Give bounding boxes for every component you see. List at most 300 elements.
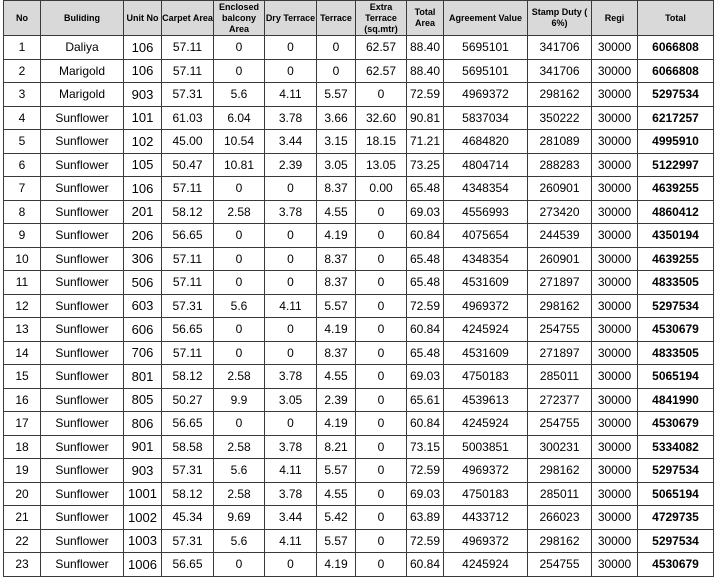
cell-terrace: 5.57 (317, 83, 356, 107)
cell-no: 16 (4, 388, 41, 412)
cell-agreement-value: 4348354 (444, 247, 528, 271)
cell-total: 4530679 (638, 318, 714, 342)
cell-enclosed-balcony-area: 10.81 (214, 153, 265, 177)
table-row (4, 553, 714, 577)
cell-stamp-duty: 341706 (528, 36, 592, 60)
cell-no: 2 (4, 59, 41, 83)
cell-total: 5334082 (638, 435, 714, 459)
table-row (4, 130, 714, 154)
cell-stamp-duty: 298162 (528, 529, 592, 553)
table-row (4, 506, 714, 530)
cell-stamp-duty: 260901 (528, 247, 592, 271)
cell-unit-no: 105 (124, 153, 162, 177)
cell-extra-terrace: 0 (356, 365, 407, 389)
cell-building: Sunflower (41, 200, 124, 224)
cell-enclosed-balcony-area: 5.6 (214, 294, 265, 318)
cell-carpet-area: 58.12 (162, 482, 214, 506)
cell-stamp-duty: 254755 (528, 318, 592, 342)
cell-extra-terrace: 13.05 (356, 153, 407, 177)
cell-dry-terrace: 4.11 (265, 83, 317, 107)
cell-carpet-area: 57.31 (162, 459, 214, 483)
header-enclosed-balcony-area: Enclosed balcony Area (214, 1, 265, 36)
cell-agreement-value: 5003851 (444, 435, 528, 459)
cell-carpet-area: 57.31 (162, 529, 214, 553)
cell-regi: 30000 (592, 247, 638, 271)
cell-total: 4350194 (638, 224, 714, 248)
table-row (4, 459, 714, 483)
cell-no: 18 (4, 435, 41, 459)
cell-total-area: 72.59 (407, 83, 444, 107)
cell-carpet-area: 57.11 (162, 36, 214, 60)
cell-no: 12 (4, 294, 41, 318)
cell-stamp-duty: 298162 (528, 294, 592, 318)
cell-agreement-value: 5695101 (444, 59, 528, 83)
cell-stamp-duty: 271897 (528, 271, 592, 295)
table-row (4, 59, 714, 83)
cell-stamp-duty: 298162 (528, 459, 592, 483)
cell-total: 4639255 (638, 247, 714, 271)
cell-no: 5 (4, 130, 41, 154)
cell-regi: 30000 (592, 529, 638, 553)
cell-terrace: 2.39 (317, 388, 356, 412)
cell-regi: 30000 (592, 482, 638, 506)
cell-no: 11 (4, 271, 41, 295)
cell-dry-terrace: 0 (265, 412, 317, 436)
cell-agreement-value: 4531609 (444, 271, 528, 295)
cell-enclosed-balcony-area: 10.54 (214, 130, 265, 154)
cell-terrace: 4.19 (317, 412, 356, 436)
cell-carpet-area: 50.47 (162, 153, 214, 177)
cell-no: 17 (4, 412, 41, 436)
cell-stamp-duty: 281089 (528, 130, 592, 154)
header-building: Buliding (41, 1, 124, 36)
cell-unit-no: 106 (124, 177, 162, 201)
cell-building: Sunflower (41, 106, 124, 130)
cell-dry-terrace: 3.44 (265, 130, 317, 154)
cell-extra-terrace: 62.57 (356, 59, 407, 83)
cell-terrace: 8.21 (317, 435, 356, 459)
cell-total-area: 72.59 (407, 459, 444, 483)
header-row (4, 1, 714, 36)
cell-building: Sunflower (41, 271, 124, 295)
cell-terrace: 5.57 (317, 459, 356, 483)
cell-dry-terrace: 3.78 (265, 435, 317, 459)
cell-extra-terrace: 0 (356, 318, 407, 342)
cell-enclosed-balcony-area: 6.04 (214, 106, 265, 130)
cell-building: Sunflower (41, 365, 124, 389)
cell-regi: 30000 (592, 318, 638, 342)
header-agreement-value: Agreement Value (444, 1, 528, 36)
cell-total: 6066808 (638, 36, 714, 60)
cell-stamp-duty: 288283 (528, 153, 592, 177)
cell-no: 1 (4, 36, 41, 60)
cell-total: 4841990 (638, 388, 714, 412)
cell-stamp-duty: 300231 (528, 435, 592, 459)
cell-no: 3 (4, 83, 41, 107)
cell-terrace: 3.15 (317, 130, 356, 154)
cell-carpet-area: 57.11 (162, 271, 214, 295)
cell-total: 5122997 (638, 153, 714, 177)
cell-regi: 30000 (592, 435, 638, 459)
cell-regi: 30000 (592, 83, 638, 107)
cell-total-area: 65.48 (407, 247, 444, 271)
cell-dry-terrace: 4.11 (265, 294, 317, 318)
cell-enclosed-balcony-area: 0 (214, 318, 265, 342)
cell-building: Daliya (41, 36, 124, 60)
cell-agreement-value: 4750183 (444, 482, 528, 506)
table-row (4, 412, 714, 436)
cell-regi: 30000 (592, 553, 638, 577)
cell-stamp-duty: 272377 (528, 388, 592, 412)
cell-regi: 30000 (592, 59, 638, 83)
cell-stamp-duty: 254755 (528, 412, 592, 436)
cell-agreement-value: 4531609 (444, 341, 528, 365)
cell-no: 19 (4, 459, 41, 483)
cell-dry-terrace: 4.11 (265, 459, 317, 483)
cell-unit-no: 1006 (124, 553, 162, 577)
table-row (4, 341, 714, 365)
cell-carpet-area: 58.58 (162, 435, 214, 459)
table-row (4, 318, 714, 342)
cell-enclosed-balcony-area: 2.58 (214, 200, 265, 224)
cell-agreement-value: 4969372 (444, 294, 528, 318)
cell-extra-terrace: 0 (356, 224, 407, 248)
cell-building: Sunflower (41, 224, 124, 248)
table-row (4, 529, 714, 553)
cell-no: 7 (4, 177, 41, 201)
cell-regi: 30000 (592, 388, 638, 412)
header-total: Total (638, 1, 714, 36)
cell-enclosed-balcony-area: 5.6 (214, 529, 265, 553)
cell-total: 6066808 (638, 59, 714, 83)
table-row (4, 388, 714, 412)
table-row (4, 247, 714, 271)
cell-enclosed-balcony-area: 9.69 (214, 506, 265, 530)
cell-extra-terrace: 0 (356, 529, 407, 553)
cell-carpet-area: 58.12 (162, 365, 214, 389)
cell-enclosed-balcony-area: 0 (214, 412, 265, 436)
cell-building: Sunflower (41, 294, 124, 318)
cell-no: 10 (4, 247, 41, 271)
cell-total-area: 60.84 (407, 318, 444, 342)
cell-building: Marigold (41, 83, 124, 107)
cell-no: 15 (4, 365, 41, 389)
cell-stamp-duty: 273420 (528, 200, 592, 224)
cell-terrace: 4.19 (317, 553, 356, 577)
cell-stamp-duty: 285011 (528, 482, 592, 506)
cell-carpet-area: 57.11 (162, 59, 214, 83)
table-row (4, 177, 714, 201)
table-row (4, 365, 714, 389)
cell-total-area: 60.84 (407, 224, 444, 248)
cell-no: 20 (4, 482, 41, 506)
cell-agreement-value: 4075654 (444, 224, 528, 248)
cell-no: 13 (4, 318, 41, 342)
cell-enclosed-balcony-area: 5.6 (214, 459, 265, 483)
cell-agreement-value: 4684820 (444, 130, 528, 154)
cell-dry-terrace: 0 (265, 224, 317, 248)
cell-agreement-value: 4804714 (444, 153, 528, 177)
cell-extra-terrace: 0 (356, 341, 407, 365)
table-row (4, 224, 714, 248)
header-dry-terrace: Dry Terrace (265, 1, 317, 36)
cell-terrace: 4.55 (317, 482, 356, 506)
header-unit-no: Unit No (124, 1, 162, 36)
cell-stamp-duty: 260901 (528, 177, 592, 201)
cell-total-area: 60.84 (407, 553, 444, 577)
cell-total: 4729735 (638, 506, 714, 530)
cell-extra-terrace: 0 (356, 200, 407, 224)
cell-building: Sunflower (41, 388, 124, 412)
cell-dry-terrace: 3.78 (265, 106, 317, 130)
cell-carpet-area: 58.12 (162, 200, 214, 224)
cell-terrace: 4.55 (317, 365, 356, 389)
cell-regi: 30000 (592, 459, 638, 483)
cell-unit-no: 206 (124, 224, 162, 248)
cell-dry-terrace: 3.78 (265, 482, 317, 506)
cell-dry-terrace: 3.78 (265, 200, 317, 224)
cell-total-area: 65.48 (407, 177, 444, 201)
cell-regi: 30000 (592, 506, 638, 530)
table-row (4, 271, 714, 295)
spreadsheet (3, 0, 714, 577)
cell-building: Sunflower (41, 459, 124, 483)
cell-unit-no: 106 (124, 59, 162, 83)
cell-total-area: 65.61 (407, 388, 444, 412)
cell-building: Sunflower (41, 529, 124, 553)
cell-dry-terrace: 0 (265, 247, 317, 271)
cell-unit-no: 606 (124, 318, 162, 342)
cell-total: 4530679 (638, 553, 714, 577)
cell-total-area: 90.81 (407, 106, 444, 130)
cell-terrace: 4.19 (317, 318, 356, 342)
cell-dry-terrace: 3.44 (265, 506, 317, 530)
header-total-area: Total Area (407, 1, 444, 36)
cell-total-area: 72.59 (407, 529, 444, 553)
cell-total-area: 63.89 (407, 506, 444, 530)
table-row (4, 106, 714, 130)
cell-dry-terrace: 2.39 (265, 153, 317, 177)
cell-unit-no: 903 (124, 83, 162, 107)
cell-unit-no: 1001 (124, 482, 162, 506)
cell-building: Sunflower (41, 553, 124, 577)
cell-agreement-value: 5695101 (444, 36, 528, 60)
cell-unit-no: 306 (124, 247, 162, 271)
cell-unit-no: 603 (124, 294, 162, 318)
cell-building: Sunflower (41, 482, 124, 506)
cell-no: 6 (4, 153, 41, 177)
cell-unit-no: 903 (124, 459, 162, 483)
cell-total-area: 88.40 (407, 36, 444, 60)
cell-enclosed-balcony-area: 0 (214, 553, 265, 577)
cell-unit-no: 805 (124, 388, 162, 412)
cell-no: 23 (4, 553, 41, 577)
cell-terrace: 3.05 (317, 153, 356, 177)
cell-stamp-duty: 244539 (528, 224, 592, 248)
cell-dry-terrace: 4.11 (265, 529, 317, 553)
cell-enclosed-balcony-area: 0 (214, 36, 265, 60)
cell-building: Sunflower (41, 177, 124, 201)
cell-extra-terrace: 0 (356, 83, 407, 107)
cell-unit-no: 801 (124, 365, 162, 389)
cell-stamp-duty: 298162 (528, 83, 592, 107)
cell-agreement-value: 4969372 (444, 459, 528, 483)
cell-total-area: 71.21 (407, 130, 444, 154)
cell-regi: 30000 (592, 412, 638, 436)
cell-total: 4530679 (638, 412, 714, 436)
cell-building: Sunflower (41, 435, 124, 459)
cell-carpet-area: 45.00 (162, 130, 214, 154)
cell-extra-terrace: 0 (356, 247, 407, 271)
cell-stamp-duty: 285011 (528, 365, 592, 389)
cell-terrace: 0 (317, 59, 356, 83)
cell-total: 5297534 (638, 459, 714, 483)
cell-extra-terrace: 0 (356, 294, 407, 318)
cell-terrace: 5.57 (317, 529, 356, 553)
table-row (4, 83, 714, 107)
cell-enclosed-balcony-area: 9.9 (214, 388, 265, 412)
cell-unit-no: 106 (124, 36, 162, 60)
cell-extra-terrace: 0 (356, 553, 407, 577)
cell-agreement-value: 4348354 (444, 177, 528, 201)
cell-unit-no: 806 (124, 412, 162, 436)
cell-dry-terrace: 0 (265, 341, 317, 365)
cell-total: 5065194 (638, 365, 714, 389)
cell-dry-terrace: 0 (265, 553, 317, 577)
cell-regi: 30000 (592, 271, 638, 295)
cell-stamp-duty: 341706 (528, 59, 592, 83)
cell-agreement-value: 4969372 (444, 83, 528, 107)
cell-terrace: 5.57 (317, 294, 356, 318)
cell-total: 5297534 (638, 529, 714, 553)
cell-extra-terrace: 0 (356, 459, 407, 483)
cell-dry-terrace: 0 (265, 59, 317, 83)
cell-terrace: 3.66 (317, 106, 356, 130)
cell-enclosed-balcony-area: 0 (214, 271, 265, 295)
cell-regi: 30000 (592, 153, 638, 177)
cell-no: 9 (4, 224, 41, 248)
header-terrace: Terrace (317, 1, 356, 36)
cell-agreement-value: 4245924 (444, 553, 528, 577)
cell-building: Sunflower (41, 318, 124, 342)
cell-extra-terrace: 62.57 (356, 36, 407, 60)
cell-stamp-duty: 350222 (528, 106, 592, 130)
cell-unit-no: 901 (124, 435, 162, 459)
cell-regi: 30000 (592, 36, 638, 60)
cell-total: 4833505 (638, 271, 714, 295)
cell-carpet-area: 56.65 (162, 318, 214, 342)
cell-regi: 30000 (592, 341, 638, 365)
table-row (4, 435, 714, 459)
cell-extra-terrace: 0 (356, 412, 407, 436)
cell-carpet-area: 45.34 (162, 506, 214, 530)
cell-building: Sunflower (41, 130, 124, 154)
cell-regi: 30000 (592, 365, 638, 389)
cell-unit-no: 1002 (124, 506, 162, 530)
cell-unit-no: 101 (124, 106, 162, 130)
cell-total-area: 73.15 (407, 435, 444, 459)
cell-agreement-value: 4245924 (444, 318, 528, 342)
cell-agreement-value: 4556993 (444, 200, 528, 224)
cell-building: Sunflower (41, 412, 124, 436)
cell-agreement-value: 5837034 (444, 106, 528, 130)
cell-terrace: 8.37 (317, 177, 356, 201)
cell-unit-no: 1003 (124, 529, 162, 553)
unit-pricing-table (3, 0, 714, 577)
cell-dry-terrace: 0 (265, 36, 317, 60)
cell-dry-terrace: 3.05 (265, 388, 317, 412)
cell-enclosed-balcony-area: 0 (214, 224, 265, 248)
cell-total-area: 88.40 (407, 59, 444, 83)
table-row (4, 294, 714, 318)
cell-terrace: 5.42 (317, 506, 356, 530)
cell-unit-no: 102 (124, 130, 162, 154)
cell-total-area: 73.25 (407, 153, 444, 177)
cell-regi: 30000 (592, 106, 638, 130)
cell-carpet-area: 61.03 (162, 106, 214, 130)
cell-enclosed-balcony-area: 5.6 (214, 83, 265, 107)
cell-building: Sunflower (41, 341, 124, 365)
cell-agreement-value: 4539613 (444, 388, 528, 412)
cell-total-area: 65.48 (407, 341, 444, 365)
cell-enclosed-balcony-area: 0 (214, 341, 265, 365)
cell-building: Sunflower (41, 506, 124, 530)
cell-agreement-value: 4750183 (444, 365, 528, 389)
cell-carpet-area: 57.31 (162, 294, 214, 318)
cell-regi: 30000 (592, 224, 638, 248)
cell-no: 4 (4, 106, 41, 130)
header-stamp-duty: Stamp Duty ( 6%) (528, 1, 592, 36)
table-row (4, 36, 714, 60)
cell-building: Marigold (41, 59, 124, 83)
cell-extra-terrace: 0.00 (356, 177, 407, 201)
cell-extra-terrace: 32.60 (356, 106, 407, 130)
cell-regi: 30000 (592, 200, 638, 224)
cell-unit-no: 706 (124, 341, 162, 365)
cell-agreement-value: 4969372 (444, 529, 528, 553)
cell-agreement-value: 4433712 (444, 506, 528, 530)
cell-carpet-area: 57.11 (162, 247, 214, 271)
cell-total: 5297534 (638, 294, 714, 318)
cell-extra-terrace: 18.15 (356, 130, 407, 154)
cell-total-area: 60.84 (407, 412, 444, 436)
table-row (4, 482, 714, 506)
cell-dry-terrace: 0 (265, 318, 317, 342)
cell-carpet-area: 56.65 (162, 412, 214, 436)
cell-total: 4639255 (638, 177, 714, 201)
cell-enclosed-balcony-area: 2.58 (214, 365, 265, 389)
cell-regi: 30000 (592, 130, 638, 154)
cell-enclosed-balcony-area: 0 (214, 59, 265, 83)
cell-total-area: 69.03 (407, 482, 444, 506)
cell-building: Sunflower (41, 247, 124, 271)
cell-total-area: 72.59 (407, 294, 444, 318)
cell-dry-terrace: 0 (265, 271, 317, 295)
cell-total: 4833505 (638, 341, 714, 365)
cell-stamp-duty: 254755 (528, 553, 592, 577)
cell-carpet-area: 57.31 (162, 83, 214, 107)
cell-carpet-area: 50.27 (162, 388, 214, 412)
header-extra-terrace: Extra Terrace (sq.mtr) (356, 1, 407, 36)
cell-carpet-area: 57.11 (162, 177, 214, 201)
cell-extra-terrace: 0 (356, 482, 407, 506)
header-no: No (4, 1, 41, 36)
cell-extra-terrace: 0 (356, 435, 407, 459)
table-body (4, 36, 714, 577)
cell-no: 14 (4, 341, 41, 365)
cell-total-area: 69.03 (407, 200, 444, 224)
header-carpet-area: Carpet Area (162, 1, 214, 36)
